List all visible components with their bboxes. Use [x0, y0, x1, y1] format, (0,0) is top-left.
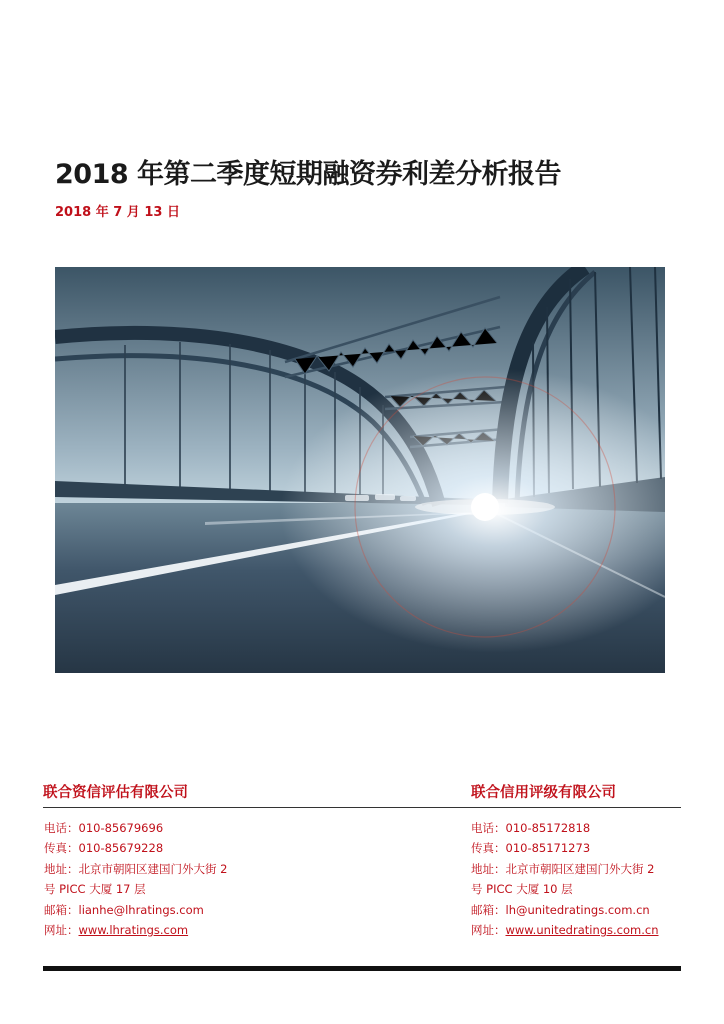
right-company-contact — [471, 818, 686, 940]
right-email-line — [471, 900, 686, 920]
left-email-line — [44, 900, 259, 920]
footer-divider — [43, 966, 681, 971]
phone-value: 010-85679696 — [78, 821, 164, 835]
right-address-line-2: 号 PICC 大厦 10 层 — [471, 882, 573, 897]
phone-label: 电话： — [44, 821, 79, 835]
left-company-name: 联合资信评估有限公司 — [43, 785, 188, 801]
address-label: 地址： — [44, 861, 79, 876]
right-address-line — [471, 859, 686, 879]
header-divider — [43, 807, 681, 808]
fax-value: 010-85171273 — [505, 841, 591, 856]
left-phone-line — [44, 818, 259, 838]
email-value[interactable]: lianhe@lhratings.com — [78, 902, 204, 917]
email-label: 邮箱： — [44, 902, 79, 917]
report-date: 2018 年 7 月 13 日 — [55, 205, 180, 220]
left-address-line — [44, 859, 259, 879]
phone-value: 010-85172818 — [505, 821, 591, 835]
website-link[interactable]: www.lhratings.com — [78, 923, 189, 938]
email-value[interactable]: lh@unitedratings.com.cn — [505, 902, 650, 917]
right-company-name: 联合信用评级有限公司 — [471, 785, 616, 801]
left-website-line — [44, 920, 259, 940]
address-value: 北京市朝阳区建国门外大街 2 — [78, 861, 228, 876]
website-link[interactable]: www.unitedratings.com.cn — [505, 923, 659, 938]
website-label: 网址： — [471, 923, 506, 938]
fax-value: 010-85679228 — [78, 841, 164, 856]
website-label: 网址： — [44, 923, 79, 938]
email-label: 邮箱： — [471, 902, 506, 917]
cover-image — [55, 267, 665, 673]
left-address-line-2: 号 PICC 大厦 17 层 — [44, 882, 146, 897]
right-website-line — [471, 920, 686, 940]
address-label: 地址： — [471, 861, 506, 876]
right-fax-line — [471, 838, 686, 858]
address-value: 北京市朝阳区建国门外大街 2 — [505, 861, 655, 876]
report-title: 2018 年第二季度短期融资券利差分析报告 — [55, 159, 562, 190]
bridge-road-photo — [55, 267, 665, 673]
fax-label: 传真： — [44, 841, 79, 856]
fax-label: 传真： — [471, 841, 506, 856]
left-fax-line — [44, 838, 259, 858]
left-company-contact — [44, 818, 259, 940]
right-phone-line — [471, 818, 686, 838]
phone-label: 电话： — [471, 821, 506, 835]
